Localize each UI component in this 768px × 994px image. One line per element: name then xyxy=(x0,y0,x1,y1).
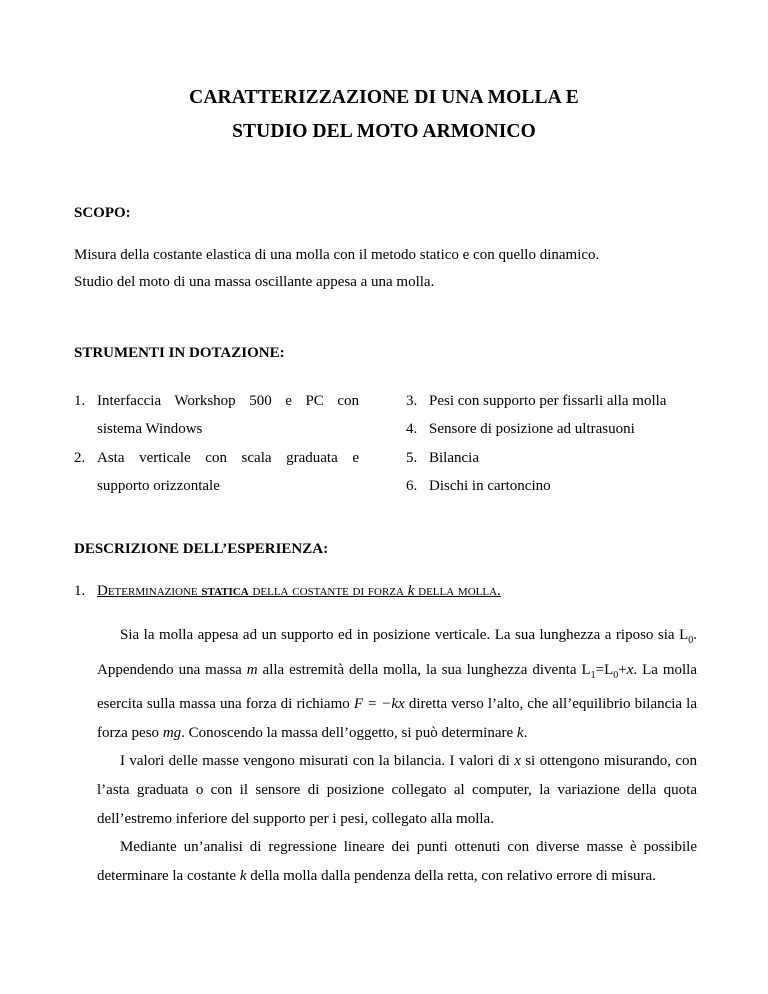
strumenti-item-6-number: 6. xyxy=(406,478,418,494)
scopo-heading: SCOPO: xyxy=(74,205,131,221)
section-1-heading xyxy=(74,583,501,600)
strumenti-item-4-label: Sensore di posizione ad ultrasuoni xyxy=(429,421,635,437)
scopo-line-1: Misura della costante elastica di una molla con il metodo statico e con quello dinamico. xyxy=(74,247,600,263)
descrizione-heading: DESCRIZIONE DELL’ESPERIENZA: xyxy=(74,541,329,557)
title-line-2: STUDIO DEL MOTO ARMONICO xyxy=(232,121,536,142)
strumenti-item-2-line-2: supporto orizzontale xyxy=(97,478,220,494)
paragraph-1: Sia la molla appesa ad un supporto ed in posizione verticale. La sua lunghezza a riposo sia $L_0$. Appendendo una massa m alla estremità della molla, la sua lunghezza diventa $L_1=L_0+x$. La molla esercita sulla massa una forza di richiamo F = −kx diretta verso l’alto, che all’equilibrio bilancia la forza peso mg. Conoscendo la massa dell’oggetto, si può determinare k. xyxy=(97,627,697,741)
strumenti-item-1-number: 1. xyxy=(74,393,86,409)
strumenti-item-6-label: Dischi in cartoncino xyxy=(429,478,551,494)
strumenti-item-3-number: 3. xyxy=(406,393,418,409)
strumenti-item-1-line-1: Interfaccia Workshop 500 e PC con xyxy=(97,393,359,409)
strumenti-item-5-number: 5. xyxy=(406,450,418,466)
scopo-line-2: Studio del moto di una massa oscillante appesa a una molla. xyxy=(74,274,435,290)
paragraph-3: Mediante un’analisi di regressione lineare dei punti ottenuti con diverse masse è possibile determinare la costante k della molla dalla pendenza della retta, con relativo errore di misura. xyxy=(97,839,697,884)
section-1-number: 1. xyxy=(74,583,86,599)
description-paragraphs xyxy=(97,621,697,890)
strumenti-item-2-line-1: Asta verticale con scala graduata e xyxy=(97,450,359,466)
title-line-1: CARATTERIZZAZIONE DI UNA MOLLA E xyxy=(189,87,579,108)
strumenti-item-1-line-2: sistema Windows xyxy=(97,421,203,437)
paragraph-2: I valori delle masse vengono misurati con la bilancia. I valori di x si ottengono misurando, con l’asta graduata o con il sensore di posizione collegato al computer, la variazione della quota dell’estremo inferiore del supporto per i pesi, collegato alla molla. xyxy=(97,753,697,827)
strumenti-heading: STRUMENTI IN DOTAZIONE: xyxy=(74,345,285,361)
strumenti-item-2-number: 2. xyxy=(74,450,86,466)
section-1-title: Determinazione statica della costante di forza k della molla. xyxy=(97,583,501,599)
strumenti-item-5-label: Bilancia xyxy=(429,450,479,466)
strumenti-item-3-label: Pesi con supporto per fissarli alla molla xyxy=(429,393,667,409)
hooke-formula: F = −kx xyxy=(353,696,405,713)
strumenti-item-4-number: 4. xyxy=(406,421,418,437)
